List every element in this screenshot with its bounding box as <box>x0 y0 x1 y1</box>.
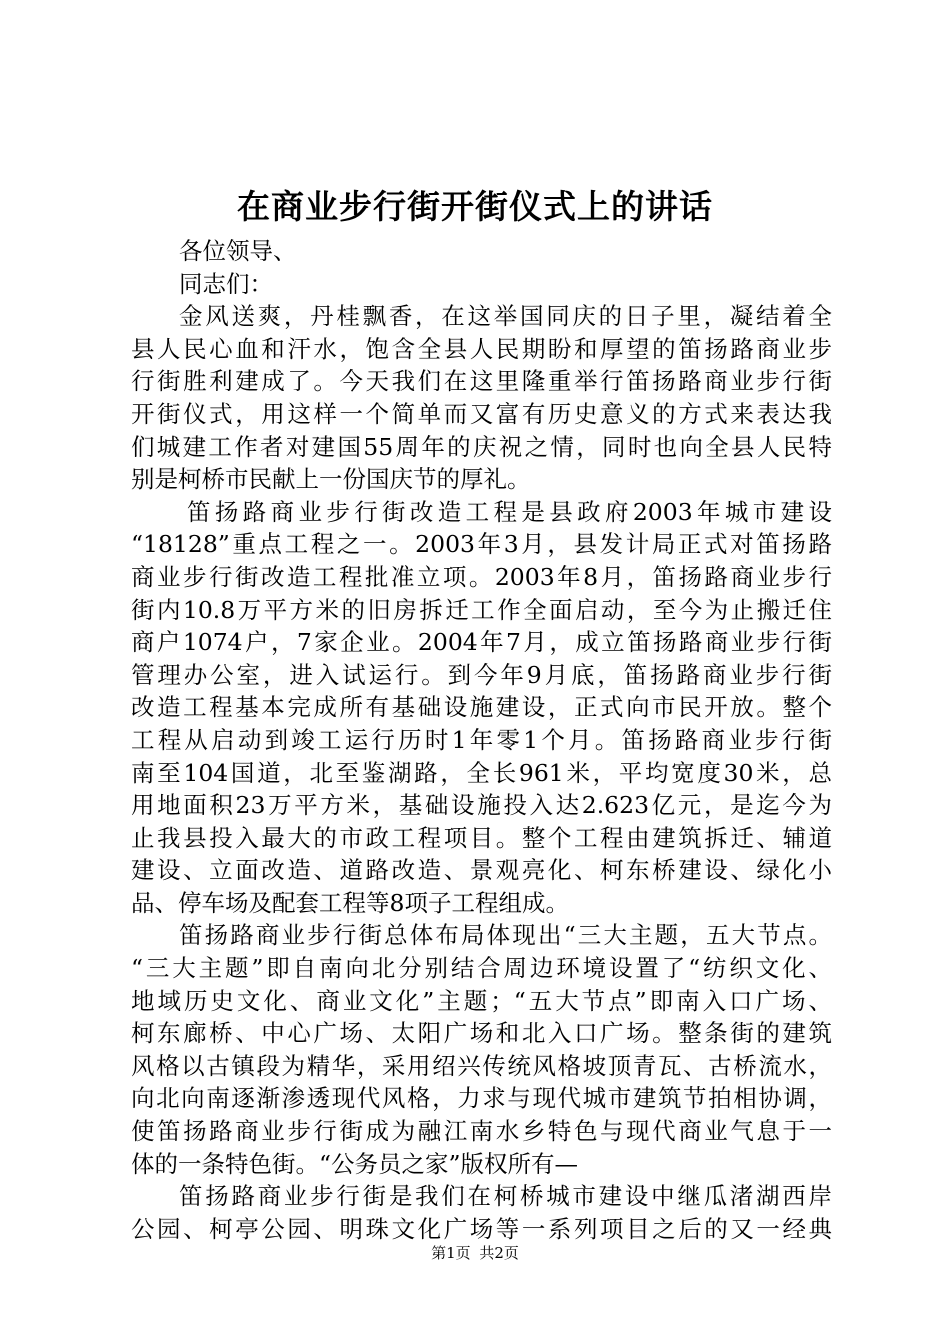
paragraph-line: 商业步行街改造工程批准立项。2003年8月，笛扬路商业步行 <box>131 562 832 591</box>
salutation-line: 各位领导、 <box>179 237 297 265</box>
paragraph-line: 笛扬路商业步行街总体布局体现出“三大主题，五大节点。 <box>179 921 832 950</box>
paragraph-line: 县人民心血和汗水，饱含全县人民期盼和厚望的笛扬路商业步 <box>131 334 832 363</box>
page-footer <box>0 1242 950 1264</box>
paragraph-line: 别是柯桥市民献上一份国庆节的厚礼。 <box>131 465 531 494</box>
paragraph-line: 地域历史文化、商业文化”主题；“五大节点”即南入口广场、 <box>131 986 832 1015</box>
paragraph-line: 建设、立面改造、道路改造、景观亮化、柯东桥建设、绿化小 <box>131 856 832 885</box>
paragraph-2 <box>131 496 832 920</box>
paragraph-line: 改造工程基本完成所有基础设施建设，正式向市民开放。整个 <box>131 693 832 722</box>
page-number: 第1页 <box>431 1244 471 1262</box>
paragraph-line: 行街胜利建成了。今天我们在这里隆重举行笛扬路商业步行街 <box>131 367 832 396</box>
paragraph-line: 用地面积23万平方米，基础设施投入达2.623亿元，是迄今为 <box>131 791 832 820</box>
paragraph-line: 管理办公室，进入试运行。到今年9月底，笛扬路商业步行街 <box>131 660 832 689</box>
paragraph-line: 开街仪式，用这样一个简单而又富有历史意义的方式来表达我 <box>131 399 832 428</box>
paragraph-line: 工程从启动到竣工运行历时1年零1个月。笛扬路商业步行街 <box>131 725 832 754</box>
document-body <box>131 235 832 1245</box>
paragraph-line: 笛扬路商业步行街是我们在柯桥城市建设中继瓜渚湖西岸 <box>179 1182 832 1211</box>
document-title: 在商业步行街开街仪式上的讲话 <box>237 187 713 226</box>
paragraph-line: 品、停车场及配套工程等8项子工程组成。 <box>131 888 569 917</box>
page-total: 共2页 <box>479 1244 519 1262</box>
paragraph-line: 使笛扬路商业步行街成为融江南水乡特色与现代商业气息于一 <box>131 1117 832 1146</box>
paragraph-line: “18128”重点工程之一。2003年3月，县发计局正式对笛扬路 <box>131 530 832 559</box>
paragraph-line: 南至104国道，北至鉴湖路，全长961米，平均宽度30米，总 <box>131 758 832 787</box>
paragraph-line: 体的一条特色街。“公务员之家”版权所有— <box>131 1149 579 1178</box>
paragraph-line: 柯东廊桥、中心广场、太阳广场和北入口广场。整条街的建筑 <box>131 1019 832 1048</box>
paragraph-line: 街内10.8万平方米的旧房拆迁工作全面启动，至今为止搬迁住 <box>131 595 832 624</box>
paragraph-line: 商户1074户，7家企业。2004年7月，成立笛扬路商业步行街 <box>131 628 832 657</box>
paragraph-4 <box>131 1180 832 1245</box>
salutation-line: 同志们： <box>179 269 273 298</box>
paragraph-line: 止我县投入最大的市政工程项目。整个工程由建筑拆迁、辅道 <box>131 823 832 852</box>
paragraph-line: 风格以古镇段为精华，采用绍兴传统风格坡顶青瓦、古桥流水， <box>131 1051 832 1080</box>
paragraph-line: 笛扬路商业步行街改造工程是县政府2003年城市建设 <box>187 497 832 526</box>
paragraph-line: 向北向南逐渐渗透现代风格，力求与现代城市建筑节拍相协调， <box>131 1084 832 1113</box>
paragraph-line: 们城建工作者对建国55周年的庆祝之情，同时也向全县人民特 <box>131 432 832 461</box>
paragraph-1 <box>131 300 832 496</box>
paragraph-line: “三大主题”即自南向北分别结合周边环境设置了“纺织文化、 <box>131 954 832 983</box>
paragraph-line: 公园、柯亭公园、明珠文化广场等一系列项目之后的又一经典 <box>131 1214 832 1243</box>
paragraph-line: 金风送爽，丹桂飘香，在这举国同庆的日子里，凝结着全 <box>179 302 832 331</box>
paragraph-3 <box>131 919 832 1180</box>
